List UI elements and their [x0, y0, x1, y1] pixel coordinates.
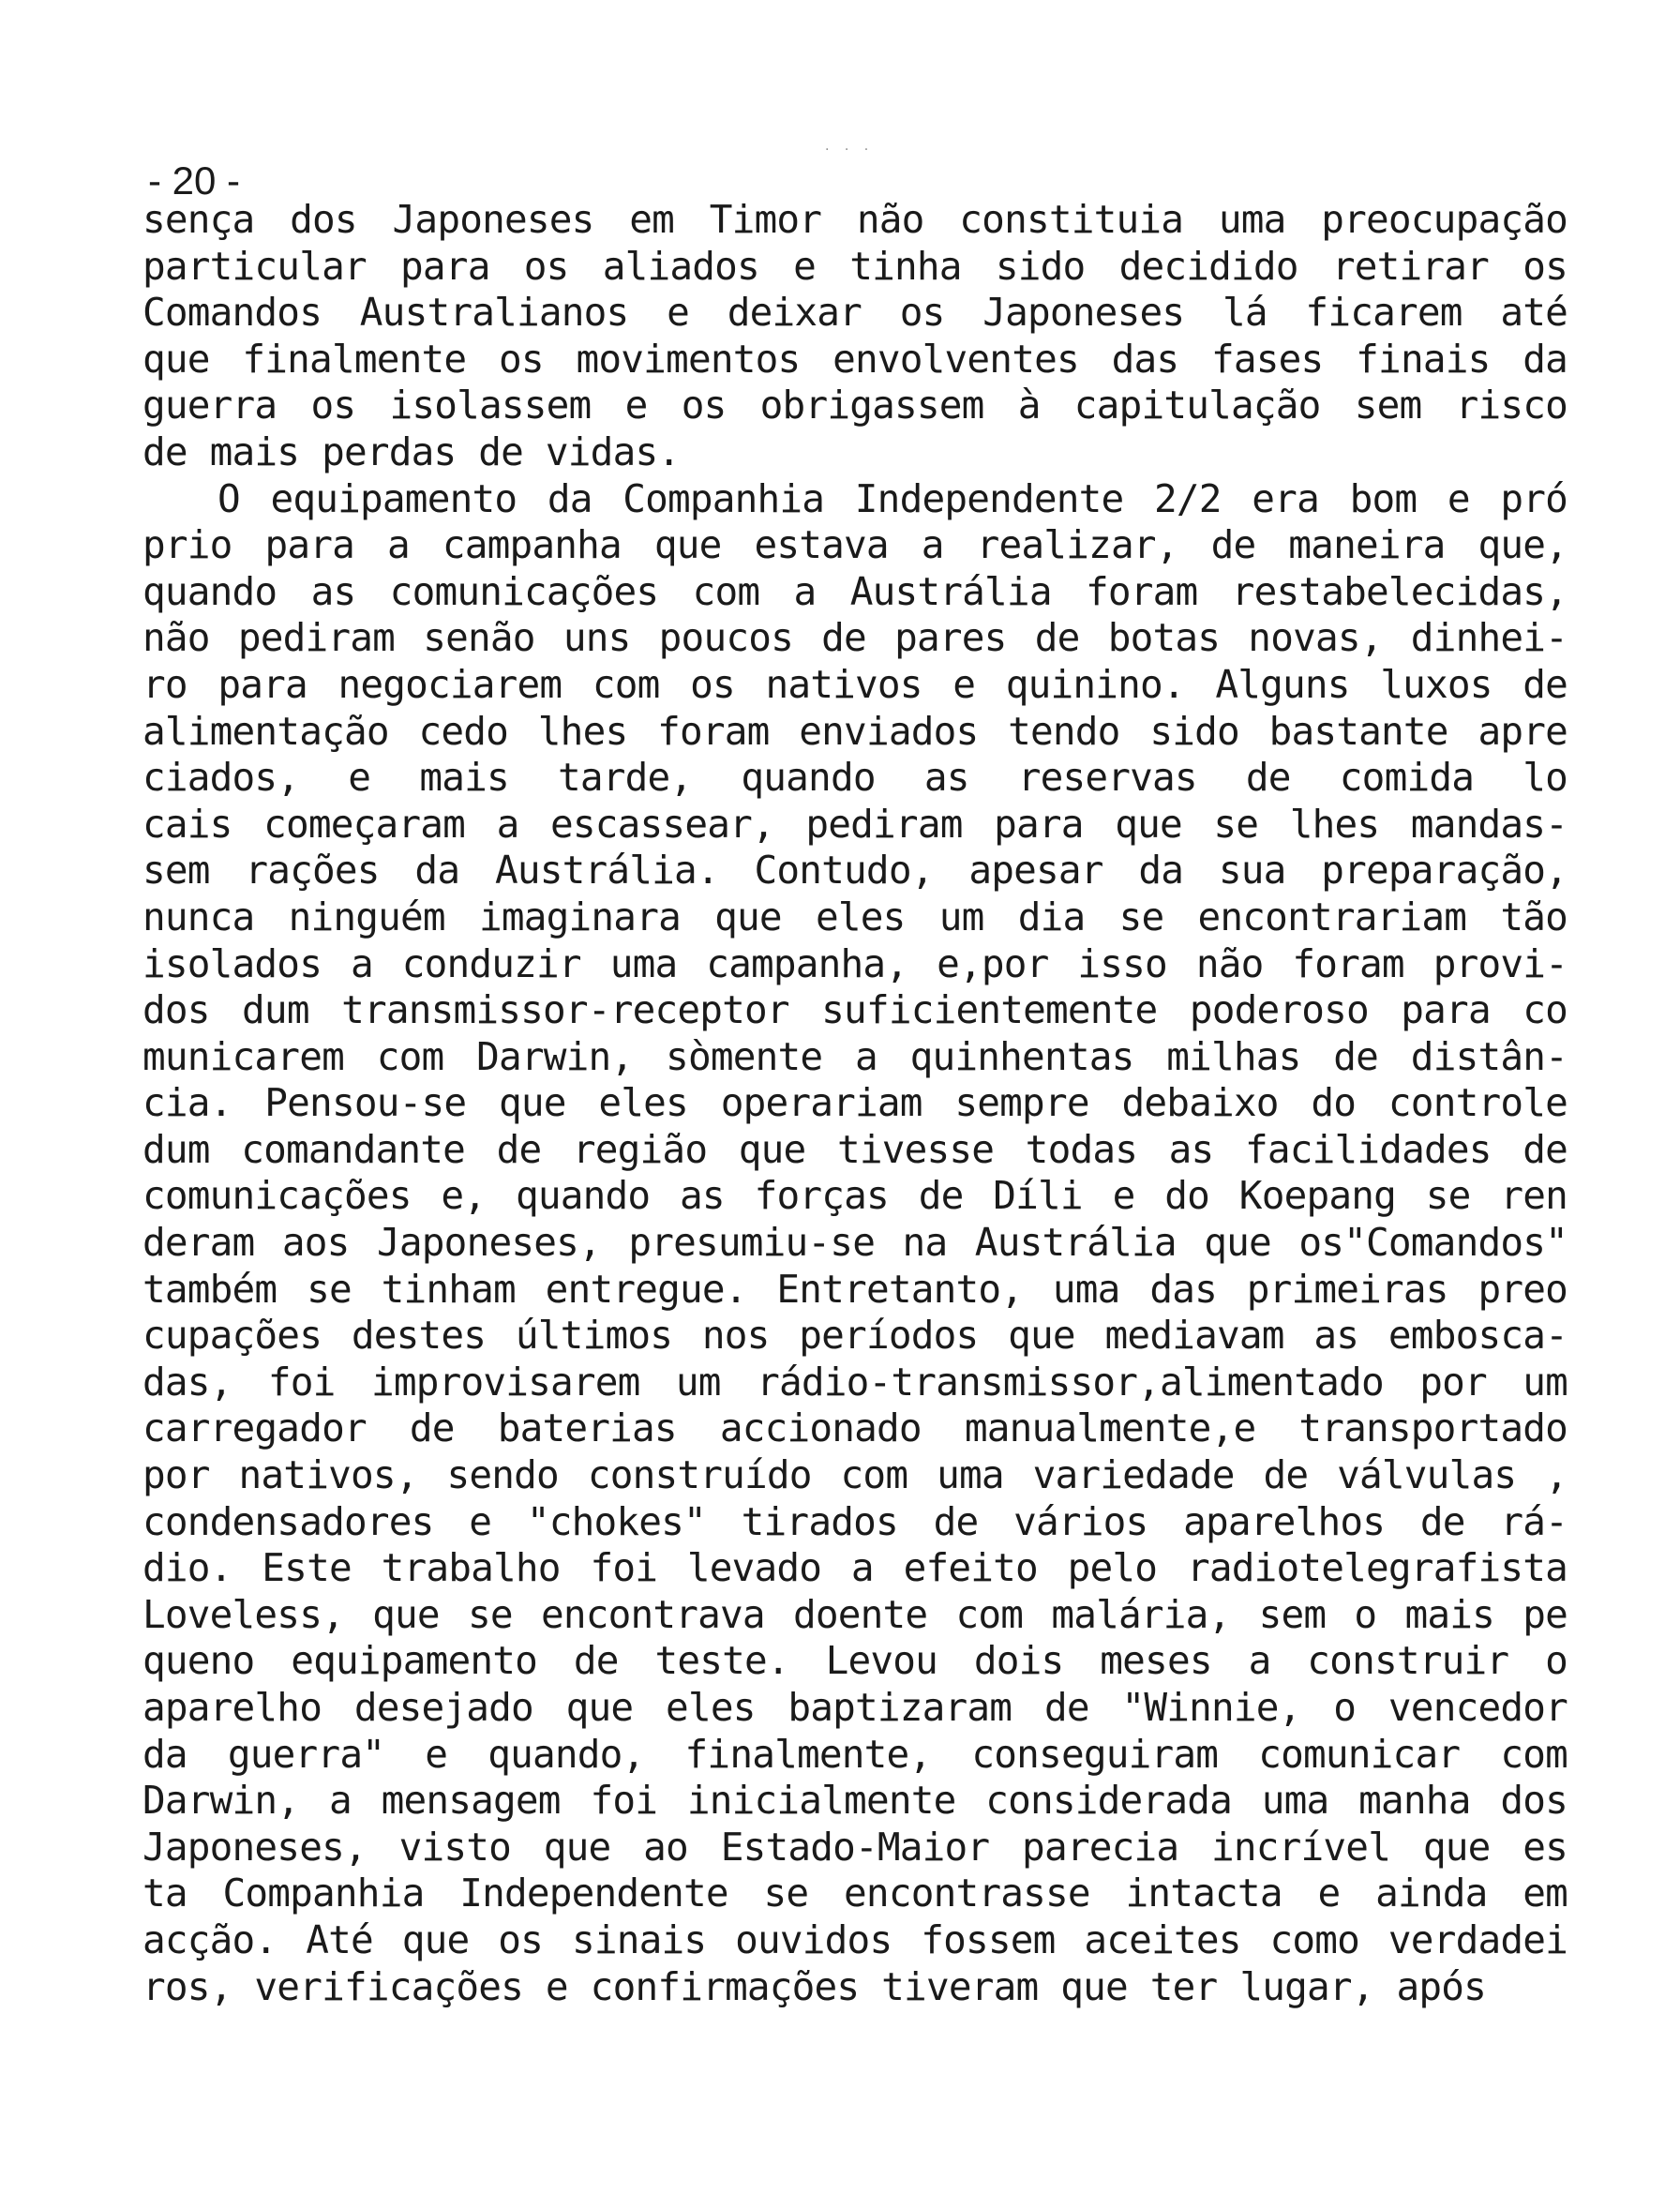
text-line: cia. Pensou-se que eles operariam sempre debaixo do controle [142, 1080, 1568, 1126]
text-line: isolados a conduzir uma campanha, e,por isso não foram provi- [142, 940, 1568, 986]
text-line: particular para os aliados e tinha sido decidido retirar os [142, 243, 1568, 289]
text-line: O equipamento da Companhia Independente 2/2 era bom e pró [218, 475, 1568, 521]
text-line: cupações destes últimos nos períodos que mediavam as embosca- [142, 1313, 1568, 1359]
text-line: sença dos Japoneses em Timor não constituia uma preocupação [142, 197, 1568, 242]
text-line: municarem com Darwin, sòmente a quinhentas milhas de distân- [142, 1033, 1568, 1079]
text-line: prio para a campanha que estava a realizar, de maneira que, [142, 522, 1568, 568]
text-line: Loveless, que se encontrava doente com malária, sem o mais pe [142, 1591, 1568, 1637]
text-line: dos dum transmissor-receptor suficientemente poderoso para co [142, 987, 1568, 1033]
text-line: por nativos, sendo construído com uma variedade de válvulas , [142, 1452, 1568, 1498]
text-line: sem rações da Austrália. Contudo, apesar da sua preparação, [142, 848, 1568, 894]
text-line: ta Companhia Independente se encontrasse intacta e ainda em [142, 1871, 1568, 1916]
text-line: carregador de baterias accionado manualmente,e transportado [142, 1405, 1568, 1451]
text-line: deram aos Japoneses, presumiu-se na Austrália que os"Comandos" [142, 1220, 1568, 1266]
text-line: que finalmente os movimentos envolventes das fases finais da [142, 336, 1568, 382]
text-line: dio. Este trabalho foi levado a efeito pelo radiotelegrafista [142, 1545, 1568, 1591]
text-line: aparelho desejado que eles baptizaram de "Winnie, o vencedor [142, 1685, 1568, 1730]
stray-marks: . . . [825, 139, 875, 154]
text-line: quando as comunicações com a Austrália foram restabelecidas, [142, 568, 1568, 614]
text-line: comunicações e, quando as forças de Díli e do Koepang se ren [142, 1173, 1568, 1219]
text-line: guerra os isolassem e os obrigassem à capitulação sem risco [142, 383, 1568, 428]
text-line: da guerra" e quando, finalmente, conseguiram comunicar com [142, 1731, 1568, 1777]
text-line: alimentação cedo lhes foram enviados tendo sido bastante apre [142, 708, 1568, 754]
text-line: condensadores e "chokes" tirados de vários aparelhos de rá- [142, 1498, 1568, 1544]
text-line: dum comandante de região que tivesse todas as facilidades de [142, 1126, 1568, 1172]
text-line: de mais perdas de vidas. [142, 428, 681, 474]
text-line: queno equipamento de teste. Levou dois meses a construir o [142, 1638, 1568, 1684]
text-line: Japoneses, visto que ao Estado-Maior parecia incrível que es [142, 1824, 1568, 1870]
text-line: Comandos Australianos e deixar os Japoneses lá ficarem até [142, 290, 1568, 336]
text-line: cais começaram a escassear, pediram para que se lhes mandas- [142, 801, 1568, 847]
text-line: ro para negociarem com os nativos e quinino. Alguns luxos de [142, 661, 1568, 707]
text-line: também se tinham entregue. Entretanto, uma das primeiras preo [142, 1266, 1568, 1312]
text-line: ciados, e mais tarde, quando as reservas de comida lo [142, 755, 1568, 801]
text-line: não pediram senão uns poucos de pares de botas novas, dinhei- [142, 615, 1568, 661]
text-line: nunca ninguém imaginara que eles um dia se encontrariam tão [142, 894, 1568, 939]
text-line: das, foi improvisarem um rádio-transmissor,alimentado por um [142, 1359, 1568, 1405]
text-line: ros, verificações e confirmações tiveram que ter lugar, após [142, 1963, 1487, 2009]
text-line: acção. Até que os sinais ouvidos fossem aceites como verdadei [142, 1916, 1568, 1962]
text-line: Darwin, a mensagem foi inicialmente considerada uma manha dos [142, 1778, 1568, 1824]
body-text [142, 197, 1568, 2010]
page-number: - 20 - [148, 158, 241, 203]
